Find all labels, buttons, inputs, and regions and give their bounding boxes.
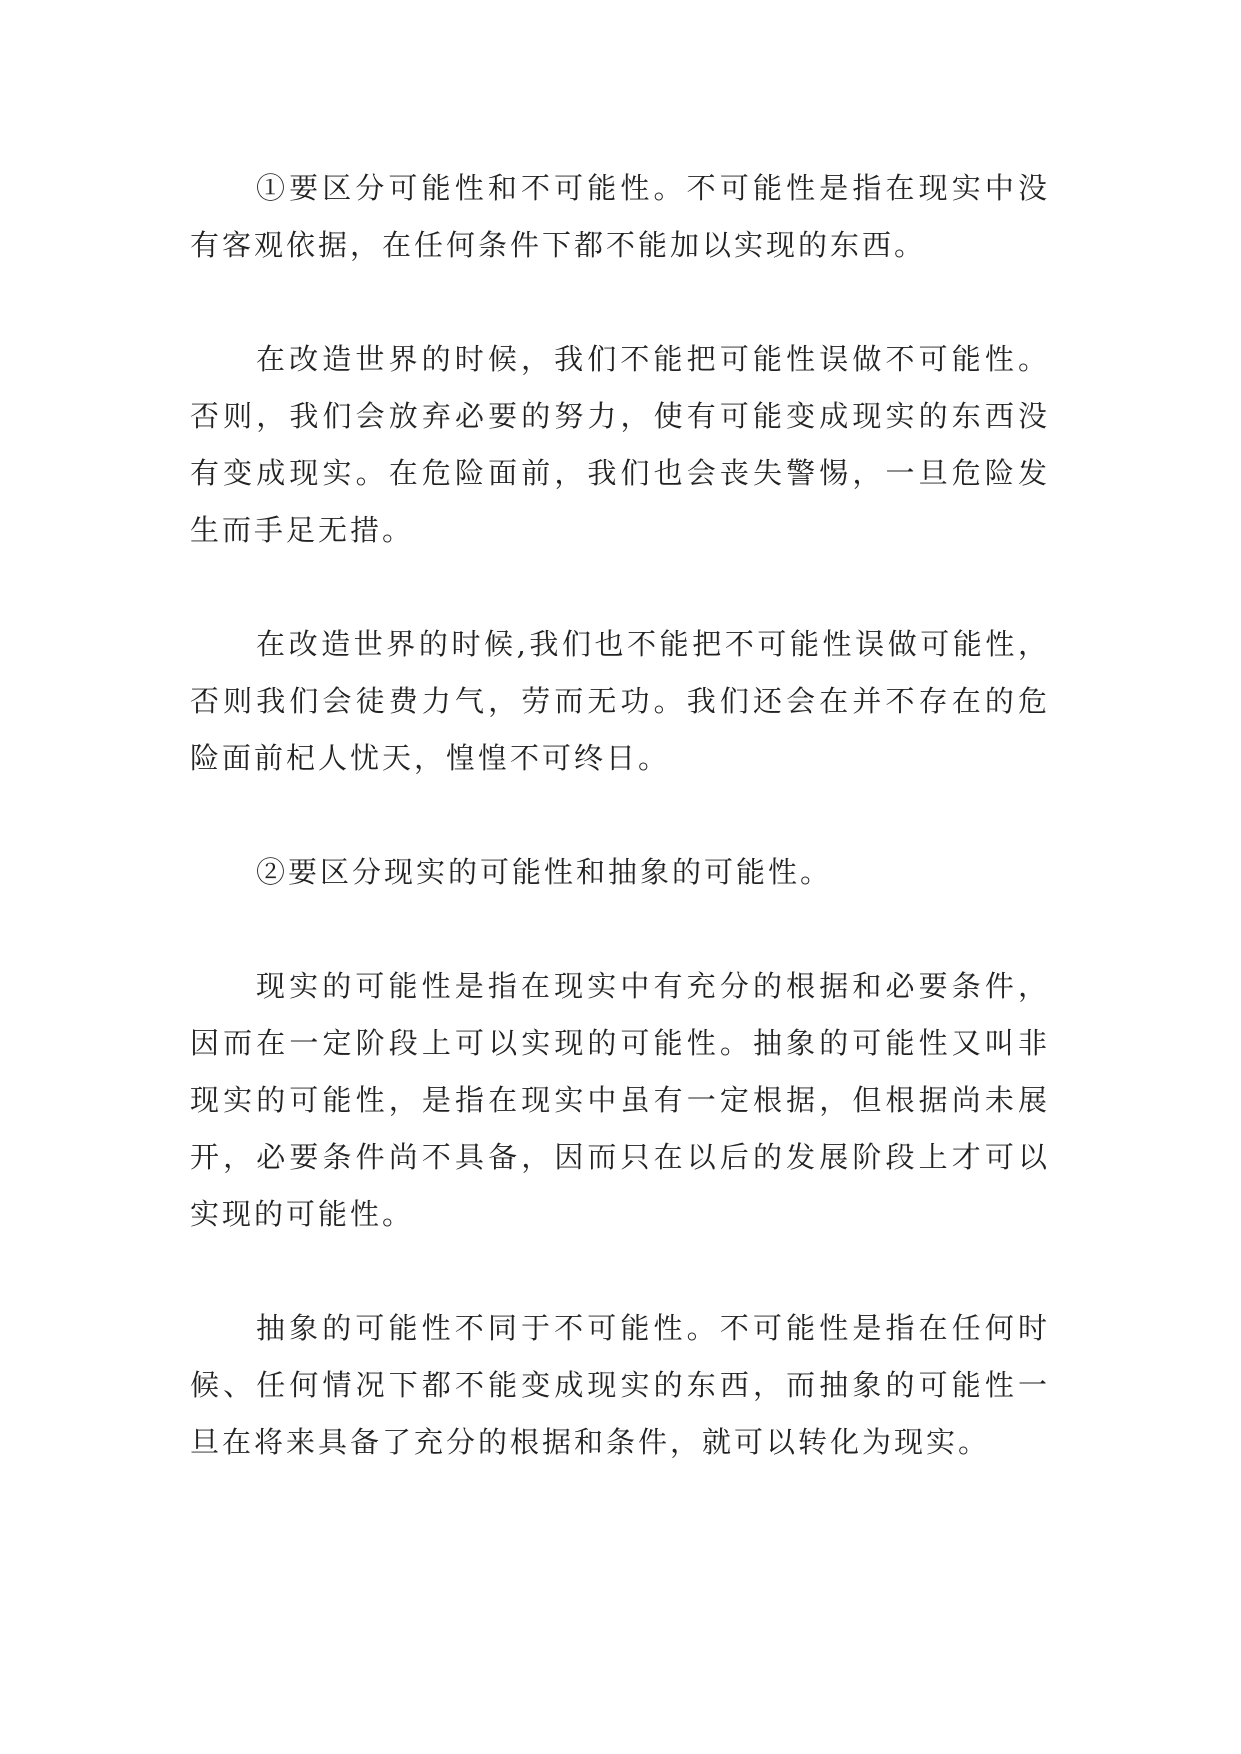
paragraph-2: 在改造世界的时候，我们不能把可能性误做不可能性。否则，我们会放弃必要的努力，使有可能变成现实的东西没有变成现实。在危险面前，我们也会丧失警惕，一旦危险发生而手足无措。: [190, 342, 1050, 547]
paragraph-3: 在改造世界的时候,我们也不能把不可能性误做可能性，否则我们会徒费力气，劳而无功。我们还会在并不存在的危险面前杞人忧天，惶惶不可终日。: [190, 627, 1050, 775]
document-body: [190, 160, 1050, 1471]
paragraph-1: ①要区分可能性和不可能性。不可能性是指在现实中没有客观依据，在任何条件下都不能加以实现的东西。: [190, 171, 1050, 262]
paragraph-5: 现实的可能性是指在现实中有充分的根据和必要条件，因而在一定阶段上可以实现的可能性。抽象的可能性又叫非现实的可能性，是指在现实中虽有一定根据，但根据尚未展开，必要条件尚不具备，因而只在以后的发展阶段上才可以实现的可能性。: [190, 969, 1050, 1231]
paragraph-6: 抽象的可能性不同于不可能性。不可能性是指在任何时候、任何情况下都不能变成现实的东西，而抽象的可能性一旦在将来具备了充分的根据和条件，就可以转化为现实。: [190, 1311, 1050, 1459]
paragraph-4: ②要区分现实的可能性和抽象的可能性。: [256, 855, 833, 889]
